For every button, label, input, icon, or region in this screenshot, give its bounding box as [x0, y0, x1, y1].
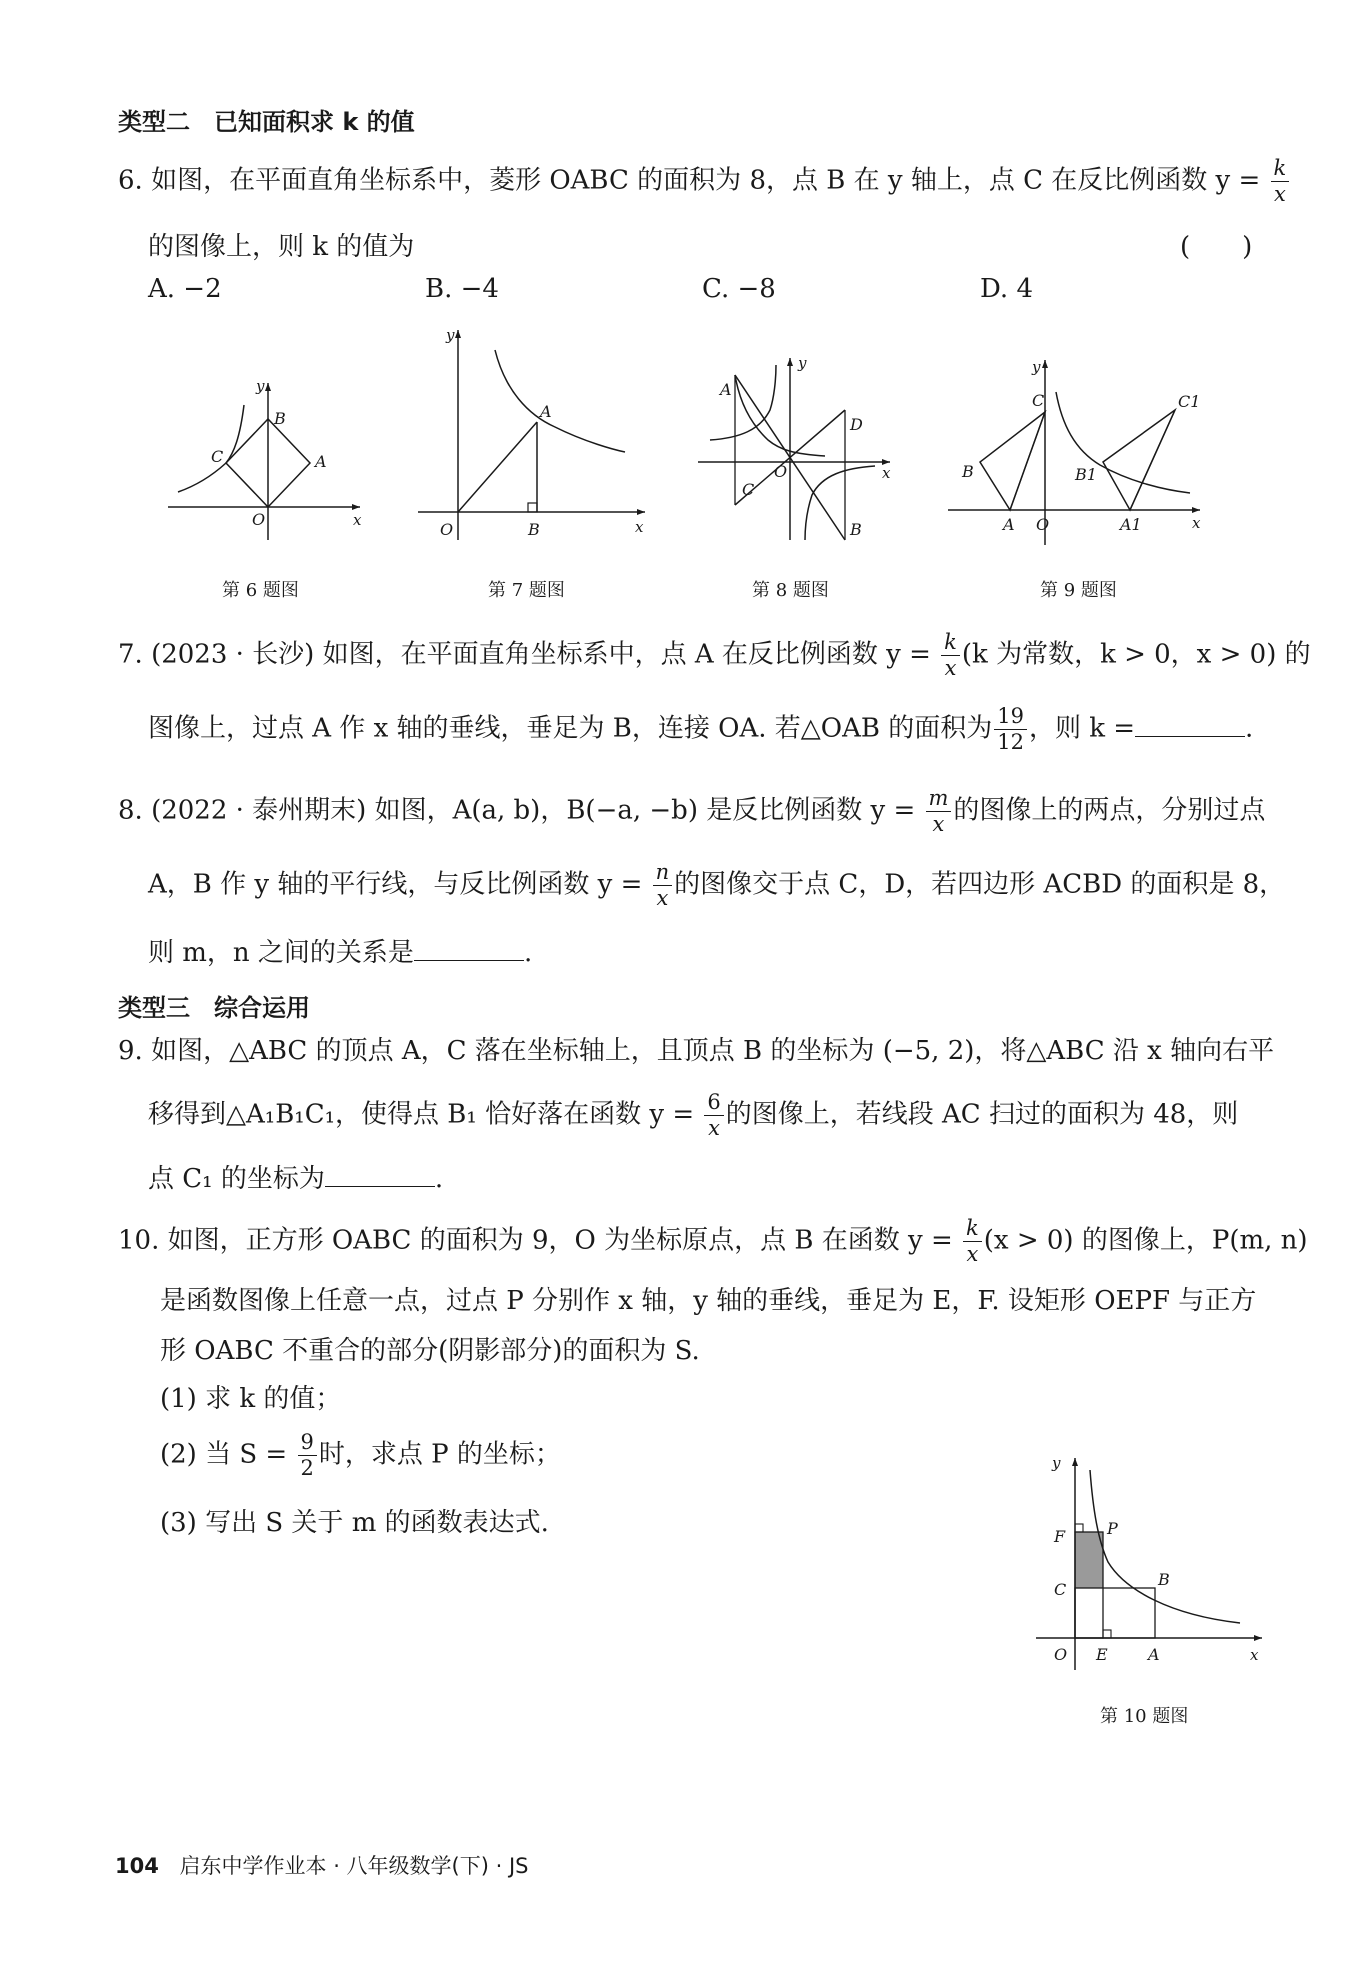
q7-text: 7. (2023 · 长沙) 如图，在平面直角坐标系中，点 A 在反比例函数 y = — [118, 639, 940, 670]
fig10-label-a: A — [1148, 1645, 1160, 1664]
caption-figure-10: 第 10 题图 — [1100, 1706, 1189, 1727]
q7-tail: (k 为常数，k > 0，x > 0) 的 — [961, 639, 1311, 670]
q7-area-fraction: $\frac{19}{12}$ — [994, 706, 1027, 753]
q6-option-b: B. −4 — [425, 274, 499, 304]
q9-line3: 点 C₁ 的坐标为 . — [148, 1164, 444, 1194]
q7-line2-tail: ，则 k = — [1028, 713, 1136, 744]
fig9-label-a1: A1 — [1120, 515, 1142, 534]
q8-tail: 的图像上的两点，分别过点 — [953, 795, 1266, 826]
fig10-label-e: E — [1096, 1645, 1108, 1664]
fig9-label-b: B — [962, 462, 974, 481]
fig7-label-y: y — [446, 326, 455, 344]
question-7 — [118, 632, 1311, 679]
fig8-label-x: x — [882, 464, 891, 482]
question-10: 10. 如图，正方形 OABC 的面积为 9，O 为坐标原点，点 B 在函数 y = $\frac{k}{x}$ (x > 0) 的图像上，P(m, n) — [118, 1216, 1308, 1266]
caption-figure-7: 第 7 题图 — [488, 580, 565, 601]
fig10-label-b: B — [1158, 1570, 1170, 1589]
q8-line2-text: A，B 作 y 轴的平行线，与反比例函数 y = — [148, 869, 651, 900]
figure-7 — [410, 320, 660, 545]
fig10-label-f: F — [1054, 1527, 1066, 1546]
figure-6 — [160, 375, 375, 545]
fig9-label-c1: C1 — [1178, 392, 1201, 411]
q10-sub-1: (1) 求 k 的值； — [160, 1384, 342, 1414]
q6-text: 6. 如图，在平面直角坐标系中，菱形 OABC 的面积为 8，点 B 在 y 轴上，点 C 在反比例函数 y = — [118, 165, 1269, 196]
figure-10 — [1030, 1450, 1270, 1680]
fig9-label-x: x — [1192, 514, 1201, 532]
fig6-label-x: x — [353, 511, 362, 529]
fig6-label-y: y — [256, 377, 265, 395]
q9-fraction: $\frac{6}{x}$ — [704, 1092, 723, 1139]
q9-line2: 移得到△A₁B₁C₁，使得点 B₁ 恰好落在函数 y = $\frac{6}{x}$ 的图像上，若线段 AC 扫过的面积为 48，则 — [148, 1090, 1239, 1140]
q6-answer-paren: ( ) — [1180, 232, 1253, 262]
fig10-label-o: O — [1054, 1645, 1068, 1664]
figure-8 — [690, 350, 905, 550]
q10-line3: 形 OABC 不重合的部分(阴影部分)的面积为 S. — [160, 1336, 700, 1366]
fig7-label-x: x — [635, 518, 644, 536]
fig7-label-b: B — [528, 520, 540, 539]
fig8-label-b: B — [850, 520, 862, 539]
q7-line2-text: 图像上，过点 A 作 x 轴的垂线，垂足为 B，连接 OA. 若△OAB 的面积为 — [148, 713, 993, 744]
fig8-label-d: D — [850, 415, 863, 434]
fig8-label-a: A — [720, 380, 732, 399]
q10-sub-2: (2) 当 S = $\frac{9}{2}$ 时，求点 P 的坐标； — [160, 1430, 561, 1480]
fig6-label-a: A — [315, 452, 327, 471]
fig10-label-x: x — [1250, 1646, 1259, 1664]
fig9-label-o: O — [1036, 515, 1050, 534]
book-title: 启东中学作业本 · 八年级数学(下) · JS — [179, 1854, 529, 1878]
q8-answer-blank — [414, 940, 524, 961]
q6-option-c: C. −8 — [702, 274, 776, 304]
q8-fraction-1: $\frac{m}{x}$ — [926, 788, 952, 835]
q10-fraction: $\frac{k}{x}$ — [963, 1218, 982, 1265]
fig8-label-o: O — [774, 462, 788, 481]
caption-figure-8: 第 8 题图 — [752, 580, 829, 601]
question-6 — [118, 158, 1291, 205]
figure-9 — [940, 350, 1215, 550]
page-number: 104 — [115, 1854, 159, 1878]
fig10-label-c: C — [1054, 1580, 1067, 1599]
q8-line3: 则 m，n 之间的关系是 . — [148, 938, 533, 968]
q8-fraction-2: $\frac{n}{x}$ — [653, 862, 673, 909]
q6-fraction: $\frac{k}{x}$ — [1271, 158, 1290, 205]
q7-answer-blank — [1135, 716, 1245, 737]
fig6-label-c: C — [211, 447, 224, 466]
fig7-label-a: A — [540, 402, 552, 421]
page-footer — [115, 1850, 529, 1880]
q7-line2: 图像上，过点 A 作 x 轴的垂线，垂足为 B，连接 OA. 若△OAB 的面积为 $\frac{19}{12}$ ，则 k = . — [148, 704, 1254, 754]
fig9-label-c: C — [1032, 391, 1045, 410]
section-heading-type2: 类型二 已知面积求 k 的值 — [118, 108, 415, 136]
fig9-label-b1: B1 — [1075, 465, 1097, 484]
question-9: 9. 如图，△ABC 的顶点 A，C 落在坐标轴上，且顶点 B 的坐标为 (−5, 2)，将△ABC 沿 x 轴向右平 — [118, 1036, 1275, 1066]
fig7-label-o: O — [440, 520, 454, 539]
q7-fraction: $\frac{k}{x}$ — [941, 632, 960, 679]
section-heading-type3: 类型三 综合运用 — [118, 994, 310, 1022]
q6-option-d: D. 4 — [980, 274, 1033, 304]
fig6-label-b: B — [274, 409, 286, 428]
fig10-label-p: P — [1107, 1519, 1118, 1538]
fig8-label-c: C — [742, 480, 755, 499]
q8-line2 — [148, 862, 1285, 909]
q10-s-fraction: $\frac{9}{2}$ — [298, 1432, 317, 1479]
q8-line2-tail: 的图像交于点 C，D，若四边形 ACBD 的面积是 8， — [674, 869, 1286, 900]
q6-line2: 的图像上，则 k 的值为 — [148, 232, 415, 262]
fig9-label-a: A — [1003, 515, 1015, 534]
q6-option-a: A. −2 — [148, 274, 222, 304]
fig10-label-y: y — [1052, 1454, 1061, 1472]
q8-text: 8. (2022 · 泰州期末) 如图，A(a, b)，B(−a, −b) 是反比例函数 y = — [118, 795, 924, 826]
q10-sub-3: (3) 写出 S 关于 m 的函数表达式. — [160, 1508, 549, 1538]
fig9-label-y: y — [1032, 358, 1041, 376]
q9-answer-blank — [325, 1166, 435, 1187]
fig8-label-y: y — [798, 354, 807, 372]
caption-figure-6: 第 6 题图 — [222, 580, 299, 601]
fig6-label-o: O — [252, 510, 266, 529]
caption-figure-9: 第 9 题图 — [1040, 580, 1117, 601]
question-8 — [118, 788, 1265, 835]
q10-line2: 是函数图像上任意一点，过点 P 分别作 x 轴，y 轴的垂线，垂足为 E，F. 设矩形 OEPF 与正方 — [160, 1286, 1257, 1316]
